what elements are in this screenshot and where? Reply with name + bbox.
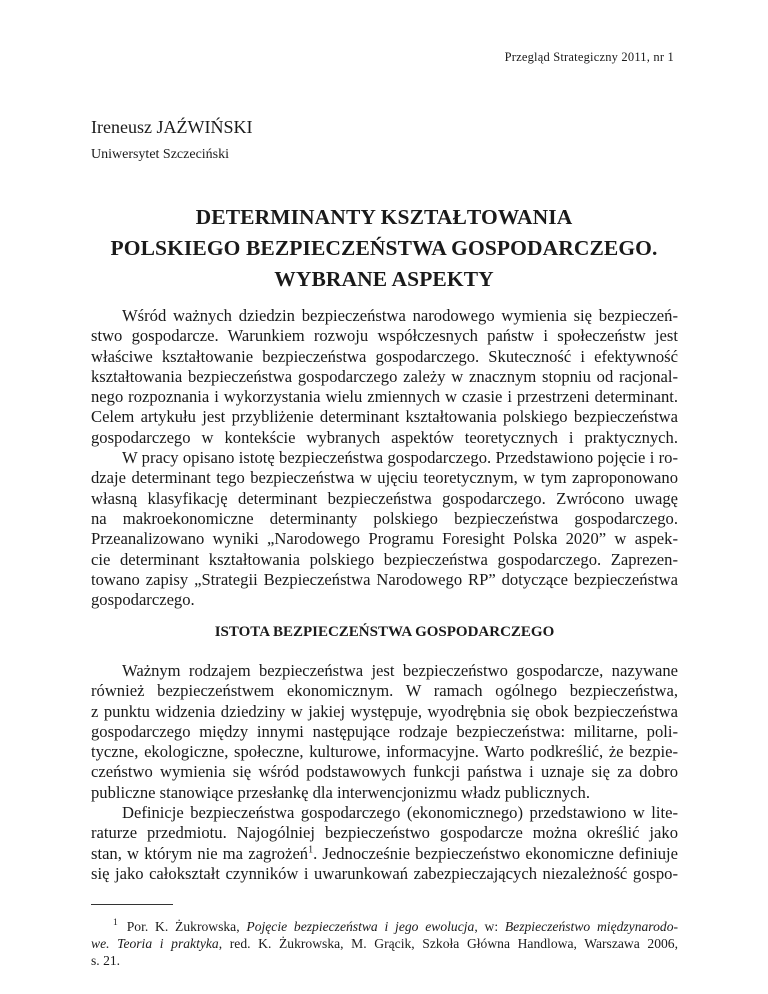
footnote-line (91, 935, 678, 952)
body-line: publiczne stanowiące przesłankę dla interwencjonizmu władz publicznych. (91, 782, 590, 802)
abstract-line: Celem artykułu jest przybliżenie determinant kształtowania polskiego bezpieczeństwa (91, 407, 678, 427)
body-line: się jako całokształt czynników i uwarunkowań zabezpieczających niezależność gospo- (91, 863, 678, 883)
footnote-line: s. 21. (91, 953, 121, 968)
title-line-1: DETERMINANTY KSZTAŁTOWANIA (195, 205, 573, 229)
section-body (91, 661, 678, 884)
body-line: z punktu widzenia dziedziny w jakiej występuje, wyodrębnia się obok bezpieczeństwa (91, 701, 678, 721)
abstract-line: cie determinant kształtowania polskiego bezpieczeństwa gospodarczego. Zaprezen- (91, 549, 678, 569)
abstract-line: stwo gospodarcze. Warunkiem rozwoju współczesnych państw i społeczeństw jest (91, 326, 678, 346)
abstract-line: Wśród ważnych dziedzin bezpieczeństwa narodowego wymienia się bezpieczeń- (122, 306, 678, 325)
abstract-line: nego rozpoznania i wykorzystania wielu zmiennych w czasie i przestrzeni determinant. (91, 387, 678, 407)
abstract-line: Przeanalizowano wyniki „Narodowego Programu Foresight Polska 2020” w aspek- (91, 529, 678, 549)
running-header: Przegląd Strategiczny 2011, nr 1 (504, 50, 674, 64)
body-line: tyczne, ekologiczne, społeczne, kulturowe, informacyjne. Warto podkreślić, że bezpie- (91, 742, 678, 762)
body-line: Definicje bezpieczeństwa gospodarczego (ekonomicznego) przedstawiono w lite- (122, 803, 678, 823)
footnote-article-title: Pojęcie bezpieczeństwa i jego ewolucja (246, 919, 475, 934)
body-line-part: . Jednocześnie bezpieczeństwo ekonomiczne definiuje (313, 843, 678, 863)
body-line: gospodarczego między innymi następujące rodzaje bezpieczeństwa: militarne, poli- (91, 721, 678, 741)
abstract-line: gospodarczego w kontekście wybranych aspektów teoretycznych i praktycznych. (91, 427, 678, 447)
footnote-book-title: Bezpieczeństwo międzynarodo- (504, 919, 679, 934)
title-line-3: WYBRANE ASPEKTY (274, 267, 494, 291)
author-name: Ireneusz JAŹWIŃSKI (91, 117, 253, 137)
abstract-line: właściwe kształtowanie bezpieczeństwa gospodarczego. Skuteczność i efektywność (91, 346, 678, 366)
section-heading: ISTOTA BEZPIECZEŃSTWA GOSPODARCZEGO (214, 624, 555, 640)
footnote-divider (91, 904, 173, 905)
abstract (91, 306, 678, 610)
abstract-line: własną klasyfikację determinant bezpieczeństwa gospodarczego. Zwrócono uwagę (91, 488, 678, 508)
body-line: Ważnym rodzajem bezpieczeństwa jest bezpieczeństwo gospodarcze, nazywane (122, 661, 678, 680)
body-line-part: stan, w którym nie ma zagrożeń (91, 843, 309, 863)
body-line: raturze przedmiotu. Najogólniej bezpieczeństwo gospodarcze można określić jako (91, 823, 678, 843)
abstract-line: kształtowania bezpieczeństwa gospodarczego zależy w znacznym stopniu od racjonal- (91, 366, 678, 386)
footnote-line (91, 918, 678, 935)
footnote-book-title: we. Teoria i praktyka (91, 936, 219, 951)
footnote-number: 1 (113, 918, 118, 929)
footnote-text: , w: (474, 919, 505, 934)
abstract-line: na makroekonomiczne determinanty polskiego bezpieczeństwa gospodarczego. (91, 508, 678, 528)
footnote-text: Por. K. Żukrowska, (126, 919, 247, 934)
abstract-line: dzaje determinant tego bezpieczeństwa w ujęciu teoretycznym, w tym zaproponowano (91, 468, 678, 488)
body-line-with-footnote (91, 844, 678, 864)
abstract-line: gospodarczego. (91, 590, 195, 610)
abstract-line: towano zapisy „Strategii Bezpieczeństwa Narodowego RP” dotyczące bezpieczeństwa (91, 569, 678, 589)
footnote-text: , red. K. Żukrowska, M. Grącik, Szkoła Główna Handlowa, Warszawa 2006, (218, 936, 678, 951)
abstract-line: W pracy opisano istotę bezpieczeństwa gospodarczego. Przedstawiono pojęcie i ro- (122, 448, 678, 468)
author-affiliation: Uniwersytet Szczeciński (91, 147, 230, 162)
footnote (91, 918, 678, 969)
footnote-reference[interactable]: 1 (308, 844, 314, 856)
body-line: czeństwo wymienia się wśród podstawowych funkcji państwa i uznaje się za dobro (91, 762, 678, 782)
article-title (90, 202, 678, 295)
title-line-2: POLSKIEGO BEZPIECZEŃSTWA GOSPODARCZEGO. (110, 236, 658, 260)
body-line: również bezpieczeństwem ekonomicznym. W ramach ogólnego bezpieczeństwa, (91, 681, 678, 701)
